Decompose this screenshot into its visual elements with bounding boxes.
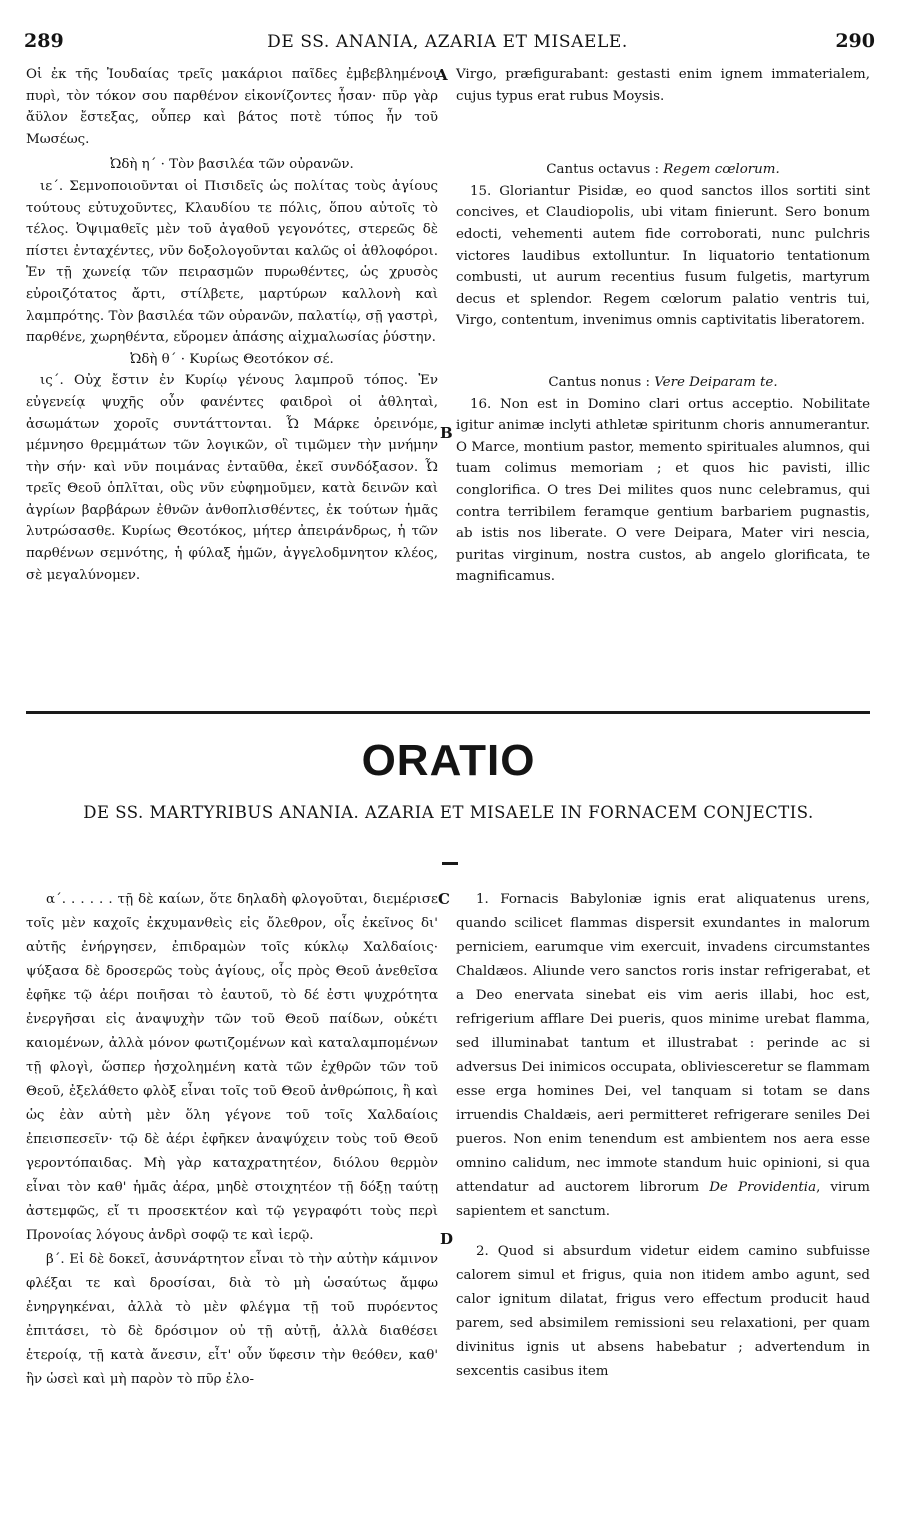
latin-paragraph: 16. Non est in Domino clari ortus acceptio. Nobilitate igitur animæ inclyti athletæ spiritunm choris annumerantur. O Marce, montium pastor, memento spirituales alumnos, qui tuam colimus memoriam ; et quos hic pavisti, illic conglorifica. O tres Dei milites quos nunc celebramus, qui contra terribilem feramque gentium barbariem pugnastis, ab istis nos liberate. O vere Deipara, Mater viri nescia, puritas virginum, nostra custos, ab angelo glorificata, te magnificamus. bbox=[456, 396, 870, 585]
title-dash bbox=[442, 862, 458, 865]
latin-paragraph: Virgo, præfigurabant: gestasti enim ignem immaterialem, cujus typus erat rubus Moysis. bbox=[456, 67, 870, 104]
section-title: ORATIO bbox=[361, 736, 536, 785]
margin-letter-b: B bbox=[440, 424, 453, 442]
cantus-label: Cantus nonus : bbox=[548, 374, 650, 390]
greek-paragraph: ιε΄. Σεμνοποιοῦνται οἱ Πισιδεῖς ὡς πολίτας τοὺς ἁγίους τούτους εὐτυχοῦντες, Κλαυδίου τε πόλις, ὅπου αὐτοῖς τὸ τέλος. Ὀψιμαθεῖς μὲν τοῦ ἀγαθοῦ γεγονότες, στερεῶς δὲ πίστει ἐνταχέντες, νῦν δοξολογοῦνται καλῶς οἱ ἀθλοφόροι. Ἐν τῇ χωνείᾳ τῶν πειρασμῶν πυρωθέντες, ὡς χρυσὸς εὐροιζότατος ἄρτι, στίλβετε, μαρτύρων καλλονὴ καὶ λαμπρότης. Τὸν βασιλέα τῶν οὐρανῶν, παλατίῳ, σῇ γαστρὶ, παρθένε, χωρηθέντα, εὕρομεν ἁπάσης αἰχμαλωσίας ῥύστην. bbox=[26, 178, 438, 346]
greek-paragraph: α΄. . . . . . τῇ δὲ καίων, ὅτε δηλαδὴ φλογοῦται, διεμέρισε τοῖς μὲν καχοῖς ἐκχυμανθεὶς εἰς ὄλεθρον, οἷς ἐκεῖνος δι' αὐτῆς ἐνήργησεν, ἐπιδραμὼν τοῖς κύκλῳ Χαλδαίοις· ψύξασα δὲ δροσερῶς τοὺς ἁγίους, οἷς πρὸς Θεοῦ ἀνεθεῖσα ἐφῆκε τῷ ἀέρι ποιῆσαι τὸ ἑαυτοῦ, τὸ δέ ἐστι ψυχρότητα ἐνεργῆσαι εἰς ἀναψυχὴν τῶν τοῦ Θεοῦ παίδων, οὐκέτι καιομένων, ἀλλὰ μόνον φωτιζομένων καὶ καταλαμπομένων τῇ φλογὶ, ὥσπερ ἠσχολημένη κατὰ τῶν ἐχθρῶν τῶν τοῦ Θεοῦ, ἐξελάθετο φλὸξ εἶναι τοῖς τοῦ Θεοῦ ἀνθρώποις, ἢ καὶ ὡς ἐὰν αὐτὴ μὲν ὅλη γέγονε τοῦ τοῖς Χαλδαίοις ἐπεισπεσεῖν· τῷ δὲ ἀέρι ἐφῆκεν ἀναψύχειν τοὺς τοῦ Θεοῦ γεροντόπαιδας. Μὴ γὰρ καταχρατητέον, διόλου θερμὸν εἶναι τὸν καθ' ἡμᾶς ἀέρα, μηδὲ στοιχητέον τῇ δόξῃ ταύτῃ ἀστεμφῶς, εἴ τι προσεκτέον καὶ τῷ γεγραφότι τοὺς περὶ Προνοίας λόγους ἀνδρὶ σοφῷ τε καὶ ἱερῷ. bbox=[26, 892, 438, 1243]
greek-column-bottom bbox=[26, 888, 438, 1392]
page-number-left: 289 bbox=[24, 30, 64, 52]
section-subtitle: DE SS. MARTYRIBUS ANANIA. AZARIA ET MISAELE IN FORNACEM CONJECTIS. bbox=[83, 803, 814, 822]
latin-column-bottom bbox=[456, 888, 870, 1384]
latin-paragraph bbox=[456, 888, 870, 1224]
greek-paragraph: β΄. Εἰ δὲ δοκεῖ, ἀσυνάρτητον εἶναι τὸ τὴν αὐτὴν κάμινον φλέξαι τε καὶ δροσίσαι, διὰ τὸ μὴ ὡσαύτως ἄμφω ἐνηργηκέναι, ἀλλὰ τὸ μὲν φλέγμα τῇ τοῦ πυρόεντος ἐπιτάσει, τὸ δὲ δρόσιμον οὐ τῇ αὐτῇ, ἀλλὰ διαθέσει ἑτεροίᾳ, τῇ κατὰ ἄνεσιν, εἶτ' οὖν ὕφεσιν τὴν θεόθεν, καθ' ἣν ὡσεὶ καὶ μὴ παρὸν τὸ πῦρ ἐλο- bbox=[26, 1252, 438, 1387]
latin-paragraph: 2. Quod si absurdum videtur eidem camino subfuisse calorem simul et frigus, quia non itidem ambo agunt, sed calor ignitum dilatat, frigus vero effectum producit haud parem, sed absimilem remissioni seu relaxationi, per quam divinitus ignis ut absens habebatur ; advertendum in sexcentis casibus item bbox=[456, 1244, 870, 1379]
cantus-incipit: Vere Deiparam te. bbox=[654, 374, 778, 390]
work-title: De Providentia bbox=[709, 1180, 817, 1195]
running-title: DE SS. ANANIA, AZARIA ET MISAELE. bbox=[267, 32, 628, 52]
cantus-label: Cantus octavus : bbox=[546, 162, 659, 178]
latin-text: 1. Fornacis Babyloniæ ignis erat aliquatenus urens, quando scilicet flammas dispersit exundantes in malorum perniciem, earumque vim exercuit, invadens circumstantes Chaldæos. Aliunde vero sanctos roris instar refrigerabat, et a Deo enervata sinebat eis vim aeris illabi, hoc est, refrigerium afflare Dei pueris, quos minime urebat flamma, sed illuminabat tantum et illustrabat : perinde ac si adversus Dei inimicos occupata, obliviesceretur se flammam esse erga homines Dei, vel tanquam si totam se dans irruendis Chaldæis, aeri permitteret refrigerare seniles Dei pueros. Non enim tenendum est ambientem nos aera esse omnino calidum, nec immote standum huic opinioni, si qua attendatur ad auctorem librorum bbox=[456, 892, 870, 1195]
cantus-heading-9 bbox=[456, 372, 870, 394]
margin-letter-d: D bbox=[440, 1230, 454, 1248]
margin-letter-a: A bbox=[436, 66, 448, 84]
section-rule bbox=[26, 711, 870, 714]
latin-text: , virum sapientem et sanctum. bbox=[456, 1180, 871, 1219]
ode-heading-9: Ὠδὴ θ΄ · Κυρίως Θεοτόκον σέ. bbox=[130, 351, 334, 367]
running-header bbox=[20, 30, 875, 56]
greek-column-top bbox=[26, 64, 438, 586]
margin-letter-c: C bbox=[438, 890, 450, 908]
latin-paragraph: 15. Gloriantur Pisidæ, eo quod sanctos illos sortiti sint concives, et Claudiopolis, ubi vitam finierunt. Sero bonum edocti, vehementi autem fide corroborati, nunc pulchris victores laudibus extolluntur. In liquatorio tentationum combusti, ut aurum recentius fusum fulgetis, martyrum decus et splendor. Regem cœlorum palatio ventris tui, Virgo, contentum, invenimus omnis captivitatis liberatorem. bbox=[456, 183, 870, 329]
cantus-heading-8 bbox=[456, 159, 870, 181]
greek-paragraph: ις΄. Οὐχ ἔστιν ἐν Κυρίῳ γένους λαμπροῦ τόπος. Ἐν εὐγενείᾳ ψυχῆς οὖν φανέντες φαιδροὶ οἱ ἀθληταὶ, ἀσωμάτων χοροῖς συντάττονται. Ὦ Μάρκε ὀρεινόμε, μέμνησο θρεμμάτων τῶν λογικῶν, οἳ τιμῶμεν τὴν μνήμην τὴν σήν· καὶ νῦν ποιμάνας ἐνταῦθα, ἐκεῖ συνδόξασον. Ὦ τρεῖς Θεοῦ ὁπλῖται, οὓς νῦν εὐφημοῦμεν, κατὰ δεινῶν καὶ ἀγρίων βαρβάρων ἐθνῶν ἀνθοπλισθέντες, ἐκ τούτων ἡμᾶς λυτρώσασθε. Κυρίως Θεοτόκος, μήτερ ἀπειράνδρως, ἡ τῶν παρθένων σεμνότης, ἡ φύλαξ ἡμῶν, ἀγγελοδμνητον κλέος, σὲ μεγαλύνομεν. bbox=[26, 373, 438, 583]
cantus-incipit: Regem cœlorum. bbox=[663, 162, 780, 178]
page-number-right: 290 bbox=[835, 30, 875, 52]
greek-paragraph: Οἱ ἐκ τῆς Ἰουδαίας τρεῖς μακάριοι παῖδες ἐμβεβλημένοι πυρὶ, τὸν τόκον σου παρθένον εἰκονίζοντες ἦσαν· πῦρ γὰρ ἄϋλον ἔστεξας, οὗπερ καὶ βάτος ποτὲ τύπος ἦν τοῦ Μωσέως. bbox=[26, 67, 438, 147]
latin-column-top bbox=[456, 64, 870, 588]
ode-heading-8: Ὠδὴ η΄ · Τὸν βασιλέα τῶν οὐρανῶν. bbox=[110, 157, 354, 173]
